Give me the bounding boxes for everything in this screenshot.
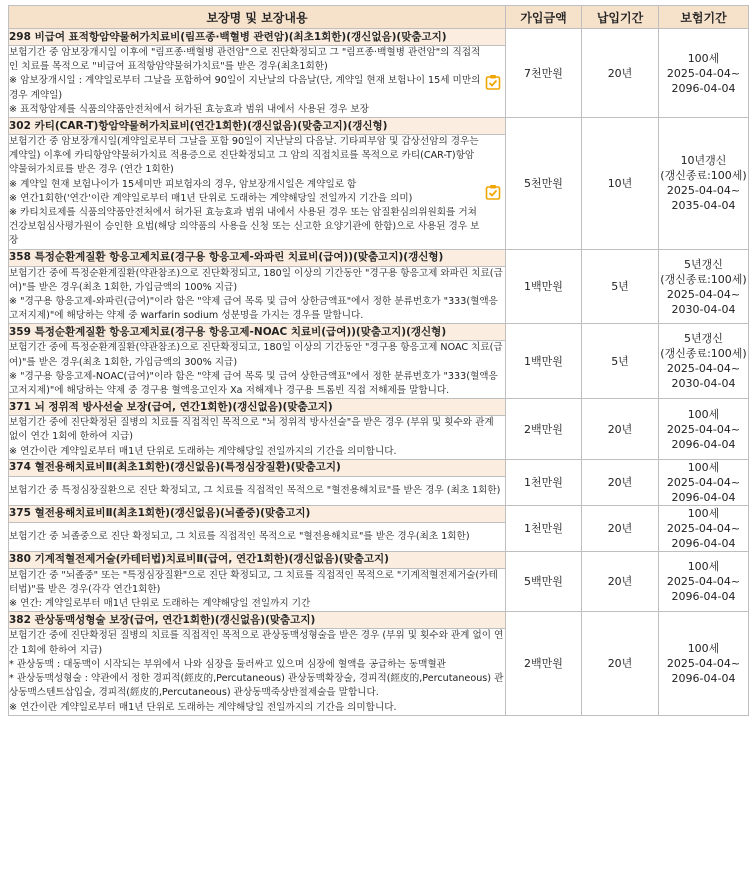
insurance-period-cell xyxy=(659,324,749,399)
payment-period-cell: 20년 xyxy=(582,551,659,612)
insurance-period-line: 2096-04-04 xyxy=(671,490,736,504)
payment-period-cell: 5년 xyxy=(582,249,659,324)
insurance-period-line: 2025-04-04~ xyxy=(666,362,741,376)
coverage-title: 298 비급여 표적항암약물허가치료비(림프종·백혈병 관련암)(최초1회한)(갱신없음)(맞춤고지) xyxy=(9,29,506,46)
header-payment-period: 납입기간 xyxy=(582,6,659,29)
coverage-description xyxy=(9,46,506,118)
description-line: 보험기간 중에 특정순환계질환(약관참조)으로 진단확정되고, 180일 이상의 기간동안 "경구용 항응고제 NOAC 치료(급여)"를 받은 경우(최초 1회한, 가입금액의 300% 지급) xyxy=(9,342,503,368)
coverage-title-row xyxy=(9,249,749,266)
insurance-period-cell xyxy=(659,551,749,612)
insurance-period-line: 2025-04-04~ xyxy=(666,66,741,80)
payment-period-cell: 20년 xyxy=(582,505,659,551)
coverage-description xyxy=(9,568,506,612)
insurance-period-line: 100세 xyxy=(687,642,720,656)
description-line: 보험기간 중 뇌졸중으로 진단 확정되고, 그 치료를 직접적인 목적으로 "혈전용해치료"를 받은 경우(최초 1회한) xyxy=(9,530,470,542)
description-line: 보험기간 중 암보장개시일 이후에 "림프종·백혈병 관련암"으로 진단확정되고 그 "림프종·백혈병 관련암"의 직접적인 치료를 목적으로 "비급여 표적항암약물허가치료"를 받은 경우(최초1회한) xyxy=(9,47,481,73)
insurance-period-line: 2025-04-04~ xyxy=(666,521,741,535)
coverage-title-row xyxy=(9,324,749,341)
insurance-period-line: 2025-04-04~ xyxy=(666,422,741,436)
description-line: 보험기간 중에 진단확정된 질병의 치료를 직접적인 목적으로 "뇌 정위적 방사선술"을 받은 경우 (부위 및 횟수와 관계 없이 연간 1회에 한하여 지급) xyxy=(9,417,494,443)
description-line: 보험기간 중에 특정순환계질환(약관참조)으로 진단확정되고, 180일 이상의 기간동안 "경구용 항응고제 와파린 치료(급여)"를 받은 경우(최초 1회한, 가입금액의 100% 지급) xyxy=(9,267,503,293)
insurance-period-line: 5년갱신 xyxy=(684,332,723,346)
insurance-period-line: 2035-04-04 xyxy=(671,199,736,213)
insurance-period-line: 5년갱신 xyxy=(684,257,723,271)
amount-cell: 5천만원 xyxy=(506,118,582,250)
description-line: ※ 연간이란 계약일로부터 매1년 단위로 도래하는 계약해당일 전일까지의 기간을 의미합니다. xyxy=(9,701,397,713)
description-line: ※ "경구용 항응고제-NOAC(급여)"이라 함은 "약제 급여 목록 및 급여 상한금액표"에서 정한 분류번호가 "333(혈액응고저지제)"에 해당하는 약제 중 경구용 혈액응고인자 Xa 저해제나 경구용 트롬빈 직접 저해제를 말합니다. xyxy=(9,370,498,397)
header-insurance-period: 보험기간 xyxy=(659,6,749,29)
insurance-period-line: 100세 xyxy=(687,506,720,520)
amount-cell: 1백만원 xyxy=(506,324,582,399)
amount-cell: 1천만원 xyxy=(506,505,582,551)
description-line: 보험기간 중에 진단확정된 질병의 치료를 직접적인 목적으로 관상동맥성형술을 받은 경우 (부위 및 횟수와 관계 없이 연간 1회에 한하여 지급) xyxy=(9,630,504,656)
insurance-period-line: 2096-04-04 xyxy=(671,536,736,550)
coverage-title: 302 카티(CAR-T)항암약물허가치료비(연간1회한)(갱신없음)(맞춤고지)(갱신형) xyxy=(9,118,506,135)
insurance-period-line: (갱신종료:100세) xyxy=(660,169,747,183)
insurance-period-cell xyxy=(659,459,749,505)
amount-cell: 1백만원 xyxy=(506,249,582,324)
coverage-title: 371 뇌 정위적 방사선술 보장(급여, 연간1회한)(갱신없음)(맞춤고지) xyxy=(9,399,506,416)
insurance-period-line: 2096-04-04 xyxy=(671,437,736,451)
coverage-description xyxy=(9,629,506,715)
description-line: ※ 연간: 계약일로부터 매1년 단위로 도래하는 계약해당일 전일까지 기간 xyxy=(9,598,311,610)
amount-cell: 1천만원 xyxy=(506,459,582,505)
coverage-description xyxy=(9,522,506,551)
insurance-period-cell xyxy=(659,249,749,324)
amount-cell: 5백만원 xyxy=(506,551,582,612)
coverage-title-row xyxy=(9,399,749,416)
payment-period-cell: 20년 xyxy=(582,29,659,118)
coverage-title: 380 기계적혈전제거술(카테터법)치료비Ⅱ(급여, 연간1회한)(갱신없음)(맞춤고지) xyxy=(9,551,506,568)
description-line: ※ 카티치료제를 식품의약품안전처에서 허가된 효능효과 범위 내에서 사용된 경우 또는 암질환심의위원회를 거쳐 건강보험심사평가원이 승인한 요법(해당 의약품의 사용을 신청 또는 신고한 요양기관에 한함)으로 사용된 경우 보장 xyxy=(9,207,480,247)
amount-cell: 2백만원 xyxy=(506,399,582,460)
insurance-period-cell xyxy=(659,399,749,460)
insurance-period-line: 100세 xyxy=(687,51,720,65)
payment-period-cell: 10년 xyxy=(582,118,659,250)
insurance-period-line: 2025-04-04~ xyxy=(666,287,741,301)
insurance-period-line: 100세 xyxy=(687,407,720,421)
description-line: ※ 암보장개시일 : 계약일로부터 그날을 포함하여 90일이 지난날의 다음날(단, 계약일 현재 보험나이 15세 미만의 경우 계약일) xyxy=(9,75,481,101)
description-line: ※ 표적항암제를 식품의약품안전처에서 허가된 효능효과 범위 내에서 사용된 경우 보장 xyxy=(9,103,369,115)
coverage-title-row xyxy=(9,459,749,476)
insurance-period-line: 10년갱신 xyxy=(680,154,727,168)
insurance-period-cell xyxy=(659,505,749,551)
payment-period-cell: 20년 xyxy=(582,612,659,715)
insurance-period-line: 2025-04-04~ xyxy=(666,657,741,671)
coverage-title-row xyxy=(9,29,749,46)
description-line: * 관상동맥 : 대동맥이 시작되는 부위에서 나와 심장을 둘러싸고 있으며 심장에 혈액을 공급하는 동맥혈관 xyxy=(9,658,446,670)
table-header-row xyxy=(9,6,749,29)
insurance-period-cell xyxy=(659,29,749,118)
coverage-rows xyxy=(9,29,749,716)
insurance-period-cell xyxy=(659,118,749,250)
header-amount: 가입금액 xyxy=(506,6,582,29)
description-line: ※ 연간이란 계약일로부터 매1년 단위로 도래하는 계약해당일 전일까지의 기간을 의미합니다. xyxy=(9,445,397,457)
amount-cell: 2백만원 xyxy=(506,612,582,715)
insurance-period-line: 2096-04-04 xyxy=(671,81,736,95)
description-line: ※ 연간1회한('연간'이란 계약일로부터 매1년 단위로 도래하는 계약해당일 전일까지 기간을 의미) xyxy=(9,192,413,204)
coverage-title: 374 혈전용해치료비Ⅱ(최초1회한)(갱신없음)(특정심장질환)(맞춤고지) xyxy=(9,459,506,476)
insurance-period-line: (갱신종료:100세) xyxy=(660,272,747,286)
coverage-title-row xyxy=(9,551,749,568)
coverage-title: 375 혈전용해치료비Ⅱ(최초1회한)(갱신없음)(뇌졸중)(맞춤고지) xyxy=(9,505,506,522)
description-line: * 관상동맥성형술 : 약관에서 정한 경피적(經皮的,Percutaneous) 관상동맥확장술, 경피적(經皮的,Percutaneous) 관상동맥스텐트삽입술, 경피적(經皮的,Percutaneous) 관상동맥죽상반절제술을 말합니다. xyxy=(9,673,504,699)
description-line: 보험기간 중 특정심장질환으로 진단 확정되고, 그 치료를 직접적인 목적으로 "혈전용해치료"를 받은 경우 (최초 1회한) xyxy=(9,484,501,496)
description-line: 보험기간 중 "뇌졸중" 또는 "특정심장질환"으로 진단 확정되고, 그 치료를 직접적인 목적으로 "기계적혈전제거술(카테터법)"를 받은 경우(각각 연간1회한) xyxy=(9,569,498,596)
coverage-title: 359 특정순환계질환 항응고제치료(경구용 항응고제-NOAC 치료비(급여))(맞춤고지)(갱신형) xyxy=(9,324,506,341)
insurance-period-cell xyxy=(659,612,749,715)
insurance-period-line: 100세 xyxy=(687,460,720,474)
coverage-description xyxy=(9,341,506,399)
coverage-title-row xyxy=(9,505,749,522)
amount-cell: 7천만원 xyxy=(506,29,582,118)
insurance-period-line: 2030-04-04 xyxy=(671,302,736,316)
insurance-period-line: 100세 xyxy=(687,560,720,574)
coverage-description xyxy=(9,266,506,324)
payment-period-cell: 20년 xyxy=(582,399,659,460)
checklist-icon xyxy=(485,74,501,90)
coverage-description xyxy=(9,135,506,250)
payment-period-cell: 20년 xyxy=(582,459,659,505)
insurance-period-line: 2096-04-04 xyxy=(671,672,736,686)
checklist-icon xyxy=(485,184,501,200)
coverage-description xyxy=(9,476,506,505)
insurance-period-line: 2030-04-04 xyxy=(671,377,736,391)
insurance-period-line: 2025-04-04~ xyxy=(666,575,741,589)
description-line: ※ 계약일 현재 보험나이가 15세미만 피보험자의 경우, 암보장개시일은 계약일로 함 xyxy=(9,178,357,190)
coverage-description xyxy=(9,416,506,460)
insurance-period-line: (갱신종료:100세) xyxy=(660,347,747,361)
insurance-period-line: 2096-04-04 xyxy=(671,590,736,604)
insurance-period-line: 2025-04-04~ xyxy=(666,475,741,489)
coverage-table xyxy=(8,5,749,716)
coverage-title: 382 관상동맥성형술 보장(급여, 연간1회한)(갱신없음)(맞춤고지) xyxy=(9,612,506,629)
description-line: 보험기간 중 암보장개시일(계약일로부터 그날을 포함 90일이 지난날의 다음날. 기타피부암 및 갑상선암의 경우는 계약일) 이후에 카티항암약물허가치료 적용증으로 진단확정되고 그 암의 직접치료를 목적으로 카티(CAR-T)항암약물허가치료를 받은 경우 (연간 1회한) xyxy=(9,136,479,176)
payment-period-cell: 5년 xyxy=(582,324,659,399)
coverage-title: 358 특정순환계질환 항응고제치료(경구용 항응고제-와파린 치료비(급여))(맞춤고지)(갱신형) xyxy=(9,249,506,266)
coverage-title-row xyxy=(9,612,749,629)
coverage-title-row xyxy=(9,118,749,135)
insurance-period-line: 2025-04-04~ xyxy=(666,184,741,198)
header-coverage: 보장명 및 보장내용 xyxy=(9,6,506,29)
description-line: ※ "경구용 항응고제-와파린(급여)"이라 함은 "약제 급여 목록 및 급여 상한금액표"에서 정한 분류번호가 "333(혈액응고저지제)"에 해당하는 약제 중 warfarin sodium 성분명을 가지는 경우를 말합니다. xyxy=(9,296,498,322)
